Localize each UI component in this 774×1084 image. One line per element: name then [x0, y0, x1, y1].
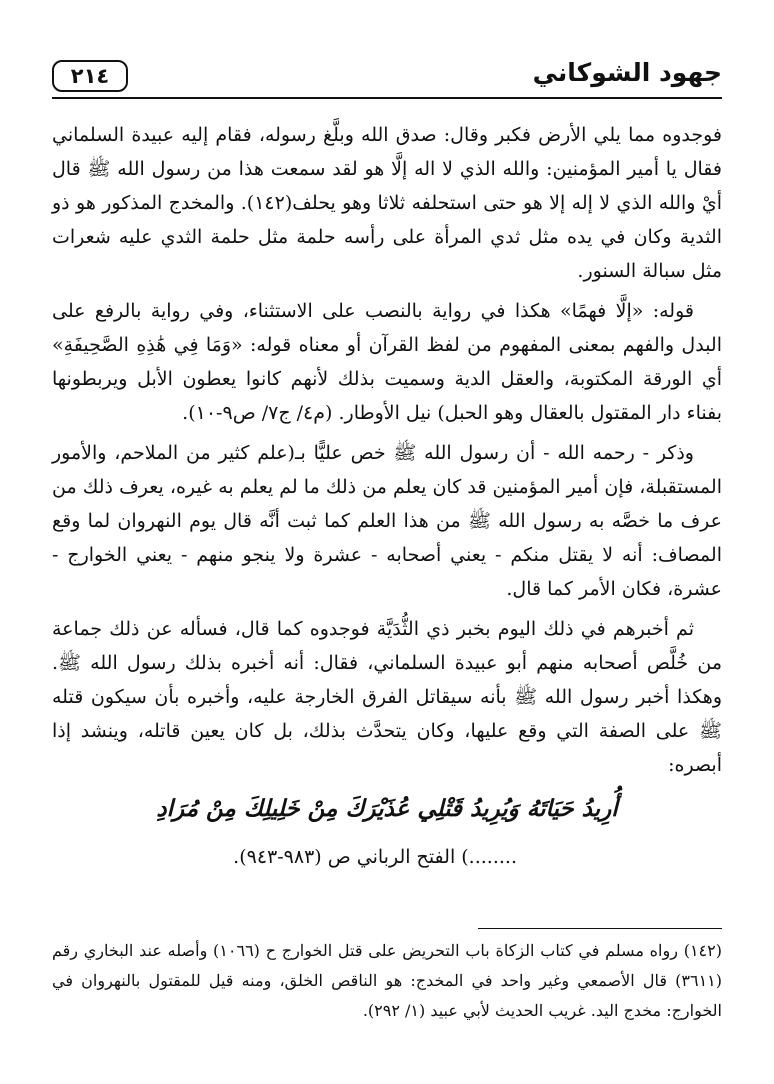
- footnotes: [52, 936, 722, 1026]
- footnote-142: (١٤٢) رواه مسلم في كتاب الزكاة باب التحريض على قتل الخوارج ح (١٠٦٦) وأصله عند البخاري رقم (٣٦١١) قال الأصمعي وغير واحد في المخدج: هو الناقص الخلق، ومنه قيل للمقتول بالنهروان في الخوارج: مخدج اليد. غريب الحديث لأبي عبيد (١/ ٢٩٢).: [52, 941, 722, 1020]
- paragraph-4: ثم أخبرهم في ذلك اليوم بخبر ذي الثُّدَيَّة فوجدوه كما قال، فسأله عن ذلك جماعة من خُلَّص أصحابه منهم أبو عبيدة السلماني، فقال: أنه أخبره بذلك رسول الله ﷺ. وهكذا أخبر رسول الله ﷺ بأنه سيقاتل الفرق الخارجة عليه، وأخبره بأن سيكون قتله ﷺ على الصفة التي وقع عليها، وكان يتحدَّث بذلك، بل كان يعين قاتله، وينشد إذا أبصره:: [52, 618, 722, 776]
- footnote-separator: [478, 928, 722, 929]
- book-title: جهود الشوكاني: [532, 58, 722, 87]
- source-citation: ........) الفتح الرباني ص (٩٨٣-٩٤٣).: [233, 846, 517, 868]
- header-rule: [52, 97, 722, 99]
- page-header: [52, 56, 722, 98]
- main-text: [52, 118, 722, 874]
- poetry-verse: أُرِيدُ حَيَاتَهُ وَيُرِيدُ قَتْلِي عُذَيْرَكَ مِنْ خَلِيلِكَ مِنْ مُرَادِ: [156, 795, 618, 822]
- paragraph-2: قوله: «إلَّا فهمًا» هكذا في رواية بالنصب على الاستثناء، وفي رواية بالرفع على البدل والفهم بمعنى المفهوم من لفظ القرآن أو معناه قوله: «وَمَا فِي هَٰذِهِ الصَّحِيفَةِ» أي الورقة المكتوبة، والعقل الدية وسميت بذلك لأنهم كانوا يعطون الأبل ويربطونها بفناء دار المقتول بالعقال وهو الحبل) نيل الأوطار. (م٤/ ج٧/ ص٩-١٠).: [52, 300, 722, 424]
- paragraph-1: فوجدوه مما يلي الأرض فكبر وقال: صدق الله وبلَّغ رسوله، فقام إليه عبيدة السلماني فقال يا أمير المؤمنين: والله الذي لا اله إلَّا هو لقد سمعت هذا من رسول الله ﷺ قال أيْ والله الذي لا إله إلا هو حتى استحلفه ثلاثا وهو يحلف(١٤٢). والمخدج المذكور هو ذو الثدية وكان في يده مثل ثدي المرأة على رأسه حلمة مثل حلمة الثدي عليه شعرات مثل سبالة السنور.: [52, 124, 723, 282]
- paragraph-3: وذكر - رحمه الله - أن رسول الله ﷺ خص عليًّا بـ(علم كثير من الملاحم، والأمور المستقبلة، فإن أمير المؤمنين قد كان يعلم من ذلك ما لم يعلم به غيره، يعرف ذلك من عرف ما خصَّه به رسول الله ﷺ من هذا العلم كما ثبت أنَّه قال يوم النهروان لما وقع المصاف: أنه لا يقتل منكم - يعني أصحابه - عشرة ولا ينجو منهم - يعني الخوارج - عشرة، فكان الأمر كما قال.: [52, 442, 722, 600]
- page-number: ٢١٤: [52, 60, 128, 92]
